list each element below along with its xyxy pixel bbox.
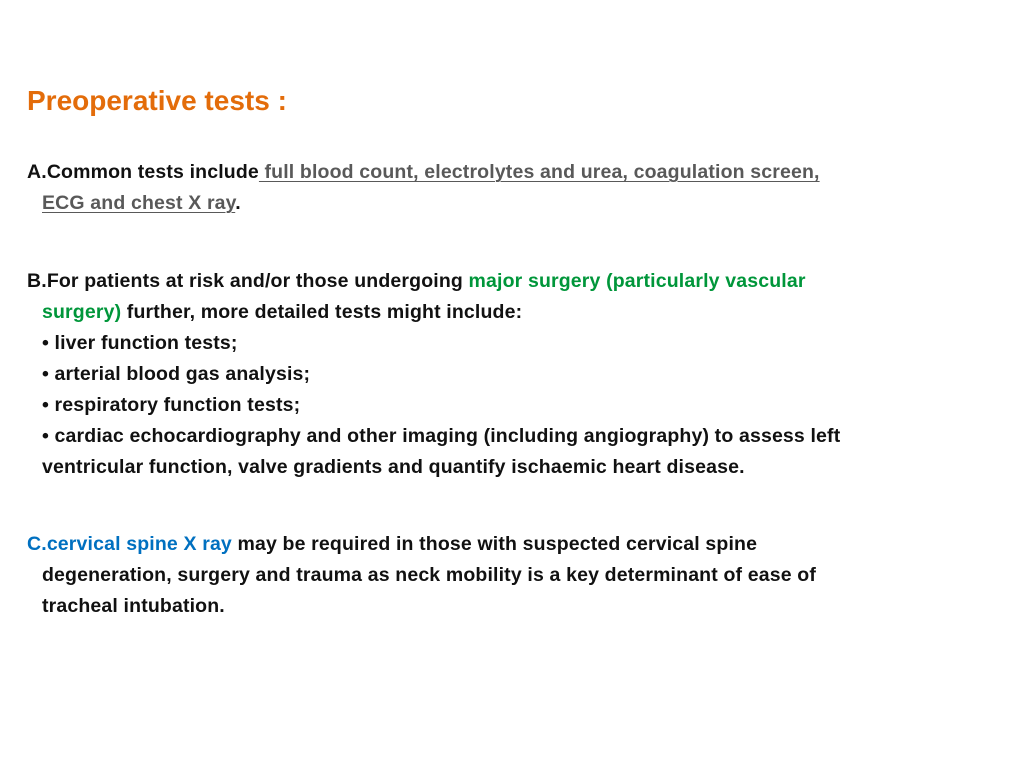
section-b-label: B. [27, 270, 47, 292]
bullet-item: • respiratory function tests; [42, 394, 301, 416]
section-c-rest: may be required in those with suspected cervical spine [231, 533, 758, 555]
cervical-spine-highlight: cervical spine X ray [46, 533, 232, 555]
section-a-line-2 [27, 188, 987, 219]
section-b-line-1 [27, 266, 987, 297]
section-a-end: . [235, 192, 241, 214]
section-c-label: C. [27, 533, 47, 555]
common-tests-link-part-2[interactable]: ECG and chest X ray [42, 192, 236, 214]
major-surgery-highlight-part-2: surgery) [42, 301, 122, 323]
section-b-rest: further, more detailed tests might include: [121, 301, 523, 323]
section-c [27, 529, 987, 622]
common-tests-link-part-1[interactable]: full blood count, electrolytes and urea, coagulation screen, [258, 161, 820, 183]
slide-title: Preoperative tests : [27, 85, 287, 116]
bullet-item-continuation: ventricular function, valve gradients and quantify ischaemic heart disease. [42, 456, 745, 478]
section-a-line-1 [27, 157, 987, 188]
section-c-line-3: tracheal intubation. [42, 595, 225, 617]
section-b-lead: For patients at risk and/or those undergoing [46, 270, 469, 292]
section-b [27, 266, 987, 483]
section-c-line-2: degeneration, surgery and trauma as neck mobility is a key determinant of ease of [42, 564, 816, 586]
section-c-line-1 [27, 529, 987, 560]
section-b-line-2 [27, 297, 987, 328]
bullet-item: • arterial blood gas analysis; [42, 363, 311, 385]
bullet-item: • liver function tests; [42, 332, 238, 354]
section-a-label: A. [27, 161, 47, 183]
section-a-lead: Common tests include [46, 161, 259, 183]
section-a [27, 157, 987, 219]
major-surgery-highlight-part-1: major surgery (particularly vascular [468, 270, 806, 292]
bullet-item: • cardiac echocardiography and other imaging (including angiography) to assess left [42, 425, 841, 447]
